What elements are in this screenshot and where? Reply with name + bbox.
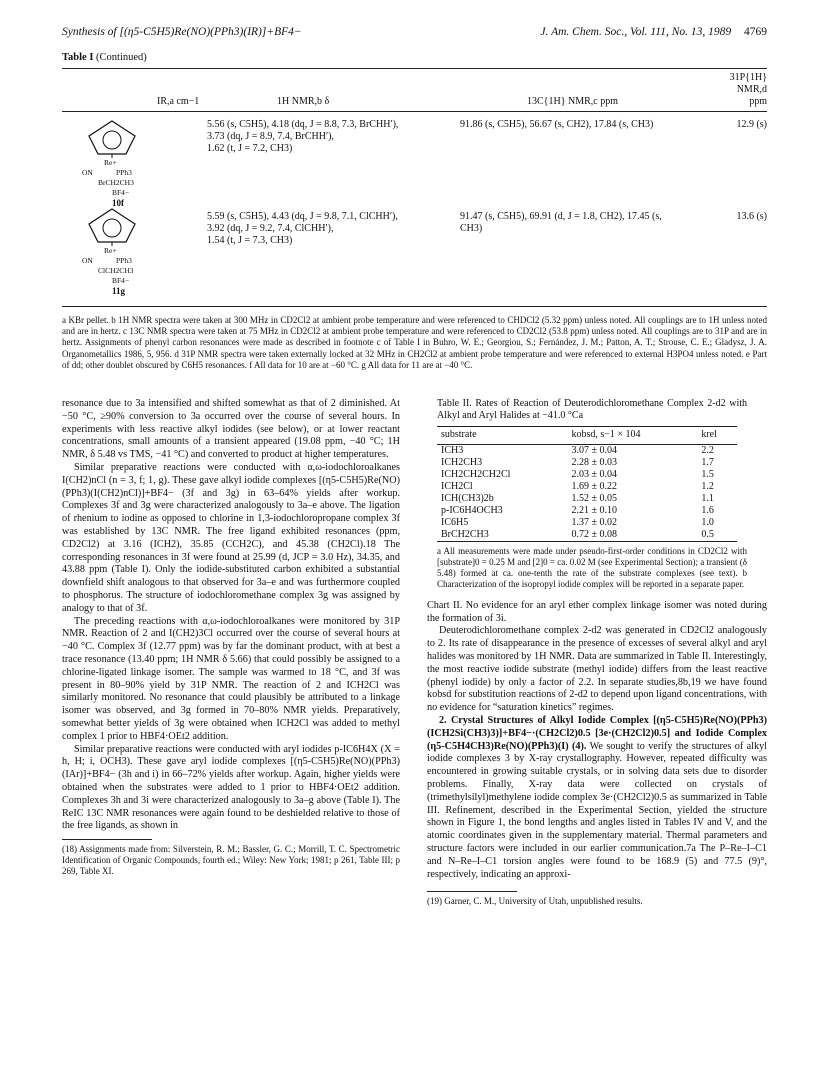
compound-number: 11g (112, 286, 126, 296)
ligand-label: BrCH2CH3 (98, 178, 134, 187)
running-head-journal (540, 26, 767, 38)
table2-row (437, 457, 737, 469)
kobsd-cell: 3.07 ± 0.04 (571, 444, 617, 456)
table1-header-ir: IR,a cm−1 (157, 96, 200, 107)
table2-row (437, 481, 737, 493)
page-number: 4769 (744, 26, 767, 38)
body-paragraph: Deuterodichloromethane complex 2-d2 was generated in CD2Cl2 analogously to 2. Its rate of disappearance in the presence of excesses of several alkyl and aryl halides was monitored by 1H NMR. Data are summarized in Table II. Interestingly, the most reactive iodide substrate (methyl iodide) differs from the least reactive (phenyl iodide) by only a factor of 2.2. In separate studies,8b,19 we have found kobsd for substitution reactions of 2-d2 to depend upon ligand concentrations, with no evidence for “saturation kinetics” regimes. (427, 625, 767, 714)
right-column (427, 398, 767, 907)
nitrosyl-label: ON (82, 168, 93, 177)
substrate-cell: ICH2CH3 (441, 456, 483, 468)
table2-notes: a All measurements were made under pseudo-first-order conditions in CD2Cl2 with [substrate]0 = 0.25 M and [2]0 = ca. 0.02 M (see Experimental Section); a transient (δ 5.48) formed at ca. one-tenth the rate of the substrate complexes (see text). b Characterization of the isopropyl iodide complex will be reported in a separate paper. (437, 545, 747, 589)
compound-11-c13-nmr (460, 211, 662, 235)
krel-cell: 1.6 (701, 504, 714, 516)
h1-line: 3.92 (dq, J = 9.2, 7.4, ClCHH′), (207, 223, 334, 234)
krel-cell: 1.2 (701, 480, 714, 492)
table2 (427, 398, 767, 590)
c13-line: 91.47 (s, C5H5), 69.91 (d, J = 1.8, CH2), 17.45 (s, (460, 211, 662, 222)
phosphine-label: PPh3 (116, 256, 132, 265)
rhenium-label: Re+ (104, 246, 117, 255)
p31-header-line3: ppm (749, 96, 767, 107)
table1-bottom-rule (62, 306, 767, 307)
table1-header-rule (62, 111, 767, 112)
compound-10-h1-nmr (207, 119, 398, 155)
table1-label: Table I (62, 52, 94, 63)
substrate-cell: p-IC6H4OCH3 (441, 504, 503, 516)
c13-line: CH3) (460, 223, 483, 234)
c13-line: 91.86 (s, C5H5), 56.67 (s, CH2), 17.84 (s, CH3) (460, 119, 654, 130)
compound-10-c13-nmr (460, 119, 653, 131)
kobsd-cell: 2.21 ± 0.10 (571, 504, 617, 516)
krel-cell: 1.1 (701, 492, 714, 504)
footnote-rule (62, 839, 152, 840)
compound-11-structure (82, 206, 162, 301)
table1-header-h1: 1H NMR,b δ (277, 96, 330, 107)
cyclopentadienyl-ring-icon (82, 118, 142, 158)
body-paragraph: Similar preparative reactions were conducted with α,ω-iodochloroalkanes I(CH2)nCl (n = 3, f; 1, g). These gave alkyl iodide complexes [(η5-C5H5)Re(NO)(PPh3)(I(CH2)nCl)]+BF4− (3f and 3g) in 63–64% yields after workup. Complexes 3f and 3g were characterized analogously to 3a–e above. The ligation of rhenium to iodine as opposed to chlorine in 1,3-iodochloropropane complex 3f was established by 13C NMR. The free ligand exhibited resonances (ppm, CD2Cl2) at 3.16 (ICH2), 35.85 (CCH2C), and 45.38 (CH2Cl).18 The corresponding resonances in 3f were found at 25.99 (d, JCP = 3.0 Hz), 34.35, and 43.88 ppm (Table I). Only the iodide-substituted carbon exhibited a substantial downfield shift analogous to that observed for 3a–e and was furthermore coupled to phosphorus. The structure of iodochloromethane complex 3g was assigned by analogy to that of 3f. (62, 461, 400, 614)
table2-grid (437, 426, 737, 542)
h1-line: 1.62 (t, J = 7.2, CH3) (207, 143, 293, 154)
phosphine-label: PPh3 (116, 168, 132, 177)
footnote-19: (19) Garner, C. M., University of Utah, unpublished results. (427, 896, 643, 907)
kobsd-cell: 1.69 ± 0.22 (571, 480, 617, 492)
body-paragraph: resonance due to 3a intensified and shifted somewhat as that of 2 diminished. At −50 °C, ≥90% conversion to 3a occurred over the course of several hours. In experiments with less reactive alkyl iodides (see below), or at lower reactant concentrations, small amounts of a transient appeared (19.08 ppm, −40 °C; 1H NMR, δ 5.48 vs TMS, −41 °C) and converted to product at higher temperatures. (62, 398, 400, 461)
table1-header-c13: 13C{1H} NMR,c ppm (527, 96, 618, 107)
footnote-rule (427, 891, 517, 892)
kobsd-cell: 1.37 ± 0.02 (571, 516, 617, 528)
h1-line: 5.59 (s, C5H5), 4.43 (dq, J = 9.8, 7.1, ClCHH′), (207, 211, 398, 222)
kobsd-cell: 2.03 ± 0.04 (571, 468, 617, 480)
section-heading: 2. Crystal Structures of Alkyl Iodide Complex [(η5-C5H5)Re(NO)(PPh3)(ICH2Si(CH3)3)]+BF4−·(CH2Cl2)0.5 [3e·(CH2Cl2)0.5] and Iodide Complex (η5-C5H4CH3)Re(NO)(PPh3)(I) (4). (427, 714, 767, 752)
body-paragraph: Similar preparative reactions were conducted with aryl iodides p-IC6H4X (X = h, H; i, OCH3). These gave aryl iodide complexes [(η5-C5H5)Re(NO)(PPh3)(IAr)]+BF4− (3h and i) in 66–72% yields after workup. Again, higher yields were obtained when the substrates were added to 1 prior to HBF4·OEt2 addition. Complexes 3h and 3i were characterized analogously to 3a–g above (Table I). The ReIC 13C NMR resonances were again found to be deshielded relative to those of the free ligands, as shown in (62, 743, 400, 832)
counterion-label: BF4− (112, 188, 130, 197)
body-paragraph: The preceding reactions with α,ω-iodochloroalkanes were monitored by 31P NMR. Reaction of 2 and I(CH2)3Cl occurred over the course of several hours at −40 °C. Complex 3f (12.77 ppm) was by far the dominant product, with at best a trace resonance (13.40 ppm; 1H NMR δ 5.66) that could possibly be assigned to a chlorine-ligated linkage isomer. The sample was warmed to 18 °C, and 3f was present in 80–90% yield by 31P NMR. The reaction of 2 and ICH2Cl was similarly monitored. No resonance that could plausibly be attributed to a linkage isomer was observed, and 3g formed in 70–80% NMR yields. Preparatively, somewhat better yields of 3g were obtained when ICH2Cl was added to methyl complex 1 prior to HBF4·OEt2 addition. (62, 615, 400, 742)
compound-11-p31-nmr: 13.6 (s) (736, 211, 767, 222)
table1-top-rule (62, 68, 767, 69)
body-paragraph: Chart II. No evidence for an aryl ether complex linkage isomer was noted during the formation of 3i. (427, 599, 767, 624)
table2-row (437, 505, 737, 517)
substrate-cell: ICH(CH3)2b (441, 492, 494, 504)
table1-caption (62, 52, 147, 63)
table2-header-krel: krel (697, 427, 737, 445)
table2-body (437, 444, 737, 541)
table2-header-row (437, 427, 737, 445)
krel-cell: 1.0 (701, 516, 714, 528)
krel-cell: 1.5 (701, 468, 714, 480)
table2-header-kobsd: kobsd, s−1 × 104 (567, 427, 697, 445)
substrate-cell: ICH3 (441, 444, 464, 456)
rhenium-label: Re+ (104, 158, 117, 167)
table2-caption: Table II. Rates of Reaction of Deuterodichloromethane Complex 2-d2 with Alkyl and Aryl Halides at −41.0 °Ca (437, 398, 747, 421)
compound-11-h1-nmr (207, 211, 398, 247)
h1-line: 3.73 (dq, J = 8.9, 7.4, BrCHH′), (207, 131, 334, 142)
table1-caption-text: (Continued) (96, 52, 147, 63)
kobsd-cell: 1.52 ± 0.05 (571, 492, 617, 504)
h1-line: 1.54 (t, J = 7.3, CH3) (207, 235, 293, 246)
ligand-label: ClCH2CH3 (98, 266, 134, 275)
table2-row (437, 469, 737, 481)
table2-row (437, 517, 737, 529)
cyclopentadienyl-ring-icon (82, 206, 142, 246)
compound-10-structure (82, 118, 162, 213)
table2-header-substrate: substrate (437, 427, 567, 445)
compound-10-p31-nmr: 12.9 (s) (736, 119, 767, 130)
krel-cell: 1.7 (701, 456, 714, 468)
compound-number: 10f (112, 198, 124, 208)
table2-row (437, 444, 737, 457)
counterion-label: BF4− (112, 276, 130, 285)
table1-footnotes: a KBr pellet. b 1H NMR spectra were taken at 300 MHz in CD2Cl2 at ambient probe temperature and were referenced to CHDCl2 (5.32 ppm) unless noted. All couplings are to 1H unless noted and are in hertz. c 13C NMR spectra were taken at 75 MHz in CD2Cl2 at ambient probe temperature and were referenced to CD2Cl2 (53.8 ppm) unless noted. All couplings are to 31P and are in hertz. Assignments of phenyl carbon resonances were made as described in footnote c of Table I in Buhro, W. E.; Georgiou, S.; Fernández, J. M.; Patton, A. T.; Strouse, C. E.; Gladysz, J. A. Organometallics 1986, 5, 956. d 31P NMR spectra were taken externally locked at 32 MHz in CH2Cl2 at ambient probe temperature and were referenced to external H3PO4 unless noted. e Part of dd; other doublet obscured by C6H5 resonances. f All data for 10 are at −60 °C. g All data for 11 are at −40 °C. (62, 315, 767, 370)
h1-line: 5.56 (s, C5H5), 4.18 (dq, J = 8.8, 7.3, BrCHH′), (207, 119, 399, 130)
kobsd-cell: 0.72 ± 0.08 (567, 529, 697, 542)
substrate-cell: BrCH2CH3 (437, 529, 567, 542)
substrate-cell: IC6H5 (441, 516, 469, 528)
substrate-cell: ICH2Cl (441, 480, 473, 492)
journal-page (62, 18, 767, 1058)
section-paragraph (427, 715, 767, 881)
nitrosyl-label: ON (82, 256, 93, 265)
section-text: We sought to verify the structures of alkyl iodide complexes 3 by X-ray crystallography. However, repeated difficulty was encountered in growing suitable crystals, or in solving data sets due to disorder problems. Finally, X-ray data were collected on crystals of (trimethylsilyl)methylene iodide complex 3e·(CH2Cl2)0.5 as summarized in Table III. Refinement, described in the Experimental Section, yielded the structure shown in Figure 1, the bond lengths and angles listed in Tables IV and V, and the atomic coordinates given in the supplementary material. Thermal parameters and structure factors were included in our earlier communication.7a The P–Re–I–C1 and N–Re–I–C1 torsion angles were found to be 168.9 (5) and 77.5 (9)°, respectively, indicating an approxi- (427, 740, 767, 880)
krel-cell: 2.2 (701, 444, 714, 456)
kobsd-cell: 2.28 ± 0.03 (571, 456, 617, 468)
krel-cell: 0.5 (697, 529, 737, 542)
running-head-title: Synthesis of [(η5-C5H5)Re(NO)(PPh3)(IR)]+BF4− (62, 26, 302, 38)
substrate-cell: ICH2CH2CH2Cl (441, 468, 511, 480)
table2-row (437, 529, 737, 542)
p31-header-line1: 31P{1H} (729, 72, 767, 83)
table1-header-p31 (730, 72, 767, 108)
left-column (62, 398, 400, 877)
p31-header-line2: NMR,d (736, 84, 767, 95)
footnote-18: (18) Assignments made from: Silverstein, R. M.; Bassler, G. C.; Morrill, T. C. Spectrometric Identification of Organic Compounds, fourth ed.; Wiley: New York; 1981; p 261, Table III; p 269, Table XI. (62, 844, 400, 877)
table2-row (437, 493, 737, 505)
running-head-citation: J. Am. Chem. Soc., Vol. 111, No. 13, 1989 (540, 26, 732, 38)
